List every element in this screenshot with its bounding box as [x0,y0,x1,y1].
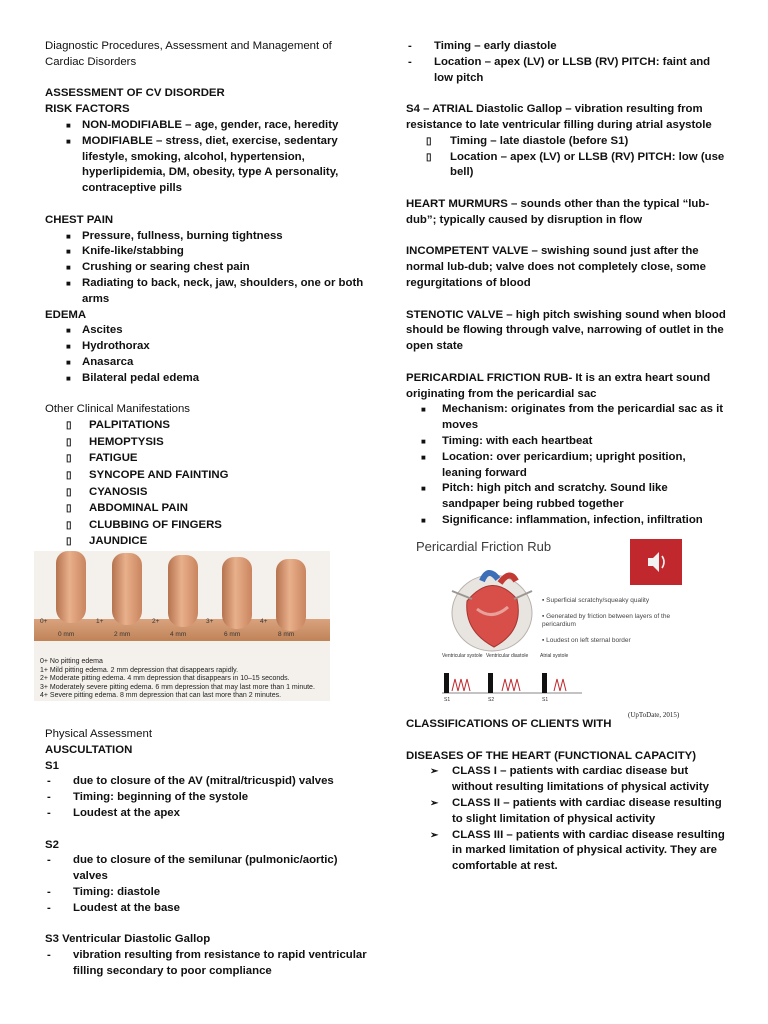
list-item: - vibration resulting from resistance to rapid ventricular filling secondary to poor compliance [45,948,375,980]
box-bullet-icon: ▯ [66,536,72,548]
box-bullet-icon: ▯ [66,453,72,465]
box-bullet-icon: ▯ [66,486,72,498]
box-bullet-icon: ▯ [66,469,72,481]
arrow-bullet-icon: ➢ [430,797,439,809]
grade-label: 0+ [40,618,48,625]
grade-label: 3+ [206,618,214,625]
square-bullet-icon: ■ [66,278,71,288]
list-item: ▯ FATIGUE [45,451,375,468]
finger-image [168,555,198,627]
rub-waveform [442,651,592,706]
square-bullet-icon: ■ [66,326,71,336]
list-item: ▯ CYANOSIS [45,485,375,502]
list-item: - Timing: beginning of the systole [45,790,375,806]
list-item: - Loudest at the apex [45,806,375,822]
dash-bullet-icon: - [408,40,412,52]
doc-title-line1: Diagnostic Procedures, Assessment and Management of [45,40,332,52]
dash-bullet-icon: - [47,854,51,867]
murmurs-paragraph: HEART MURMURS – sounds other than the typical “lub-dub”; typically caused by disruption in flow [406,197,710,226]
depth-label: 6 mm [224,631,241,638]
square-bullet-icon: ■ [66,231,71,241]
pericardial-rub-figure [412,533,730,723]
square-bullet-icon: ■ [66,247,71,257]
box-bullet-icon: ▯ [66,519,72,531]
depth-label: 8 mm [278,631,295,638]
figure-bullet: ▪ Superficial scratchy/squeaky quality [542,597,650,604]
list-item: ■ Bilateral pedal edema [45,371,375,387]
s-label: S1 [542,697,549,703]
square-bullet-icon: ■ [66,120,71,130]
square-bullet-icon: ■ [421,436,426,446]
list-item: ▯ PALPITATIONS [45,418,375,435]
wave-label: Ventricular systole [442,653,483,659]
s-label: S2 [488,697,495,703]
square-bullet-icon: ■ [421,484,426,494]
list-item: ➢ CLASS I – patients with cardiac disease but without resulting limitations of physical activity [406,764,726,796]
incompetent-heading: INCOMPETENT VALVE [406,245,529,258]
box-bullet-icon: ▯ [66,503,72,515]
list-item: - Timing – early diastole [406,39,726,55]
square-bullet-icon: ■ [421,405,426,415]
edema-caption: 0+ No pitting edema [40,658,103,665]
figure-bullet: ▪ Generated by friction between layers of the pericardium [542,613,671,628]
list-item: ▯ Location – apex (LV) or LLSB (RV) PITCH: low (use bell) [406,150,726,182]
dash-bullet-icon: - [47,775,51,788]
list-item: ■ Knife-like/stabbing [45,244,375,260]
square-bullet-icon: ■ [66,342,71,352]
dash-bullet-icon: - [47,791,51,804]
box-bullet-icon: ▯ [426,151,432,163]
heart-illustration-icon [442,561,542,656]
list-item: ■ Pressure, fullness, burning tightness [45,229,375,245]
list-item: - Location – apex (LV) or LLSB (RV) PITCH: faint and low pitch [406,55,726,87]
right-column [406,39,726,529]
figure-bullet: ▪ Loudest on left sternal border [542,637,631,644]
incompetent-paragraph: INCOMPETENT VALVE – swishing sound just after the normal lub-dub; valve does not completely close, some regurgitations of blood [406,245,707,289]
list-item: ■ MODIFIABLE – stress, diet, exercise, sedentary lifestyle, smoking, alcohol, hypertension, hyperlipidemia, DM, obesity, type A personality, contraceptive pills [45,134,375,197]
chest-pain-heading: CHEST PAIN [45,213,114,226]
list-item: ➢ CLASS II – patients with cardiac disease resulting to slight limitation of physical activity [406,796,726,828]
list-item: ▯ ABDOMINAL PAIN [45,501,375,518]
dash-bullet-icon: - [408,55,412,68]
s3-heading: S3 Ventricular Diastolic Gallop [45,933,211,946]
list-item: ■ NON-MODIFIABLE – age, gender, race, heredity [45,118,375,134]
box-bullet-icon: ▯ [66,420,72,432]
s2-heading: S2 [45,838,59,851]
list-item: ■ Anasarca [45,355,375,371]
friction-rub-paragraph: PERICARDIAL FRICTION RUB- It is an extra heart sound originating from the pericardial sac [406,371,711,400]
edema-heading: EDEMA [45,308,87,321]
speaker-icon[interactable] [630,539,682,585]
dash-bullet-icon: - [47,806,51,819]
box-bullet-icon: ▯ [66,436,72,448]
square-bullet-icon: ■ [66,263,71,273]
stenotic-heading: STENOTIC VALVE [406,308,504,321]
list-item: - due to closure of the AV (mitral/tricuspid) valves [45,774,375,790]
box-bullet-icon: ▯ [426,135,432,147]
figure-credit: (UpToDate, 2015) [628,711,680,719]
figure-title: Pericardial Friction Rub [416,539,552,554]
class-heading-line1: CLASSIFICATIONS OF CLIENTS WITH [406,718,612,730]
list-item: ■ Mechanism: originates from the pericardial sac as it moves [406,402,726,434]
list-item: - Timing: diastole [45,885,375,901]
auscultation-section [45,727,375,980]
depth-label: 4 mm [170,631,187,638]
finger-image [276,559,306,631]
wave-label: Ventricular diastole [486,653,529,659]
square-bullet-icon: ■ [66,136,71,146]
finger-image [112,553,142,625]
list-item: ▯ CLUBBING OF FINGERS [45,518,375,535]
left-column [45,39,375,551]
finger-image [222,557,252,629]
s1-heading: S1 [45,759,59,772]
grade-label: 2+ [152,618,160,625]
list-item: ■ Timing: with each heartbeat [406,434,726,450]
arrow-bullet-icon: ➢ [430,766,439,778]
list-item: ▯ SYNCOPE AND FAINTING [45,468,375,485]
class-heading-line2: DISEASES OF THE HEART (FUNCTIONAL CAPACITY) [406,749,697,762]
stenotic-paragraph: STENOTIC VALVE – high pitch swishing sound when blood should be flowing through valve, narrowing of outlet in the open state [406,308,726,353]
auscultation-heading: AUSCULTATION [45,743,133,756]
list-item: ■ Significance: inflammation, infection, infiltration [406,513,726,529]
s-label: S1 [444,697,451,703]
list-item: ■ Radiating to back, neck, jaw, shoulders, one or both arms [45,276,375,308]
doc-title-line2: Cardiac Disorders [45,55,137,68]
list-item: ■ Pitch: high pitch and scratchy. Sound like sandpaper being rubbed together [406,481,726,513]
square-bullet-icon: ■ [66,357,71,367]
list-item: - Loudest at the base [45,901,375,917]
edema-caption: 1+ Mild pitting edema. 2 mm depression that disappears rapidly. [40,666,239,674]
grade-label: 4+ [260,618,268,625]
list-item: ■ Crushing or searing chest pain [45,260,375,276]
functional-class-section [406,717,726,875]
grade-label: 1+ [96,618,104,625]
edema-caption: 3+ Moderately severe pitting edema. 6 mm depression that may last more than 1 minute. [40,683,315,691]
s4-paragraph: S4 – ATRIAL Diastolic Gallop – vibration resulting from resistance to late ventricular filling during atrial asystole [406,103,712,131]
wave-label: Atrial systole [540,653,569,659]
assessment-heading: ASSESSMENT OF CV DISORDER [45,87,225,100]
dash-bullet-icon: - [47,901,51,914]
depth-label: 0 mm [58,631,75,638]
murmurs-heading: HEART MURMURS [406,197,508,210]
pitting-edema-figure [34,551,330,701]
dash-bullet-icon: - [47,949,51,962]
list-item: ■ Hydrothorax [45,339,375,355]
other-manifestations-heading: Other Clinical Manifestations [45,403,190,416]
list-item: - due to closure of the semilunar (pulmonic/aortic) valves [45,853,375,885]
edema-caption: 2+ Moderate pitting edema. 4 mm depression that disappears in 10–15 seconds. [40,675,290,682]
list-item: ■ Ascites [45,323,375,339]
physical-assessment-heading: Physical Assessment [45,728,152,740]
list-item: ▯ HEMOPTYSIS [45,435,375,452]
s4-heading: S4 – ATRIAL Diastolic Gallop [406,103,563,116]
square-bullet-icon: ■ [421,515,426,525]
edema-caption: 4+ Severe pitting edema. 8 mm depression that can last more than 2 minutes. [40,692,282,699]
dash-bullet-icon: - [47,885,51,898]
square-bullet-icon: ■ [66,373,71,383]
arrow-bullet-icon: ➢ [430,829,439,841]
list-item: ■ Location: over pericardium; upright position, leaning forward [406,450,726,482]
list-item: ▯ Timing – late diastole (before S1) [406,134,726,150]
list-item: ▯ JAUNDICE [45,534,375,551]
friction-rub-heading: PERICARDIAL FRICTION RUB [406,371,569,384]
finger-image [56,551,86,623]
square-bullet-icon: ■ [421,452,426,462]
risk-factors-heading: RISK FACTORS [45,103,130,116]
list-item: ➢ CLASS III – patients with cardiac disease resulting in marked limitation of physical activity. They are comfortable at rest. [406,828,726,875]
depth-label: 2 mm [114,631,131,638]
